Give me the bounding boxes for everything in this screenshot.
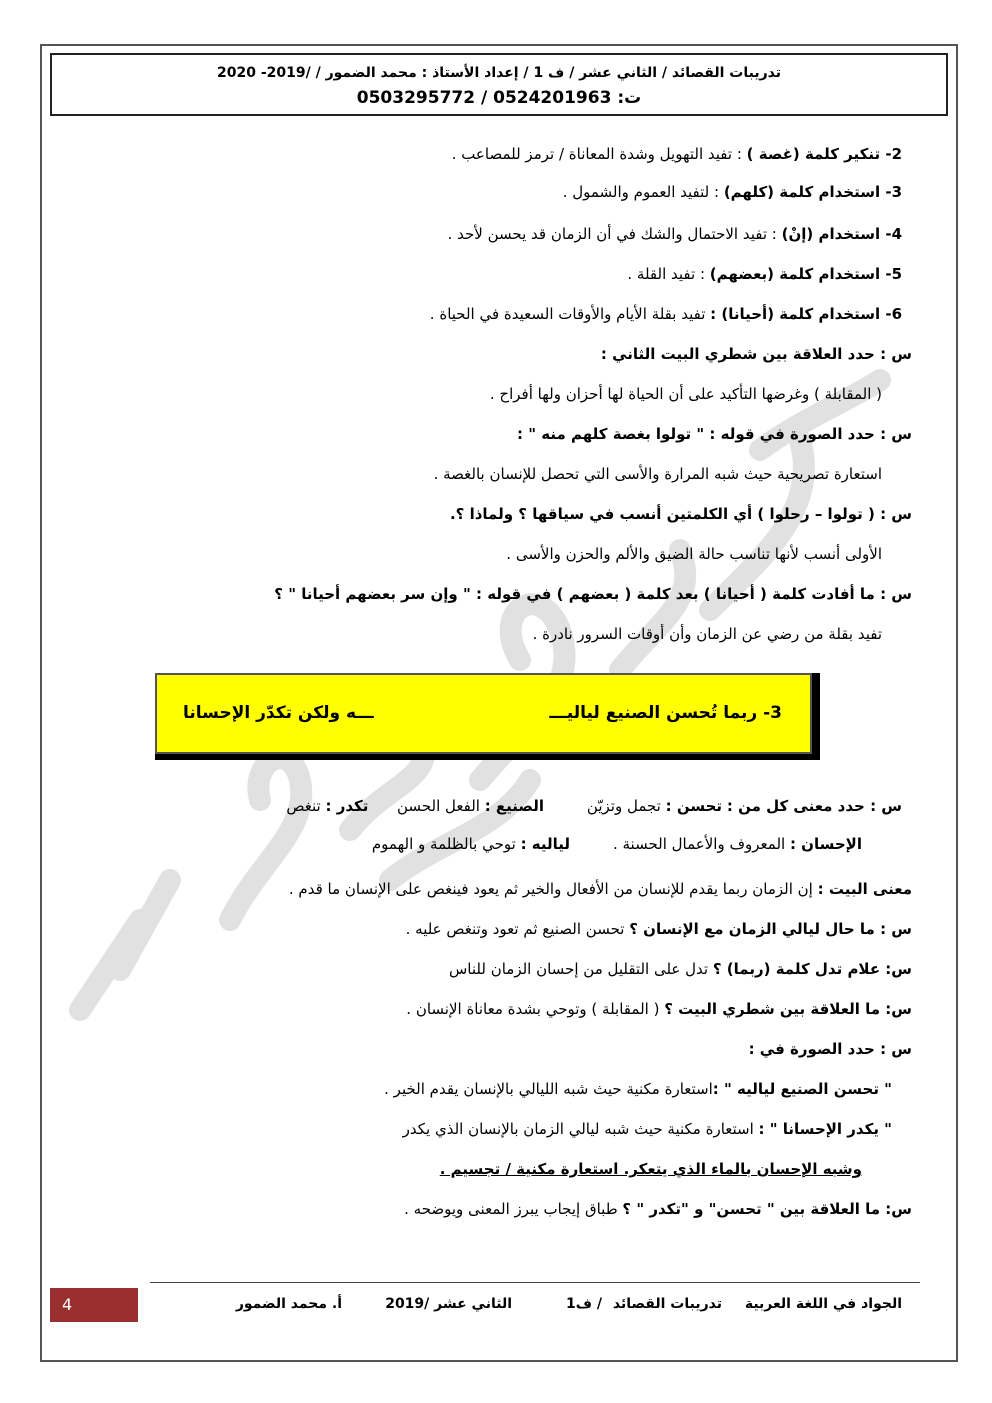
answer-5: تحسن الصنيع ثم تعود وتنغص عليه . <box>405 920 630 938</box>
item-3-text: : لتفيد العموم والشمول . <box>562 183 724 201</box>
question-2 <box>517 425 912 443</box>
header-title: تدريبات القصائد / الثاني عشر / ف 1 / إعداد الأستاذ : محمد الضمور / /2019- 2020 <box>216 65 781 81</box>
item-6 <box>430 305 902 323</box>
item-5 <box>627 265 902 283</box>
image-2 <box>403 1120 892 1138</box>
footer-author: أ. محمد الضمور <box>235 1296 342 1312</box>
question-2-text: س : حدد الصورة في قوله : " تولوا بغصة كلهم منه " : <box>517 425 912 443</box>
item-3-label: 3- استخدام كلمة (كلهم) <box>723 183 902 201</box>
meaning-1-word: تحسن : <box>665 797 723 815</box>
question-4 <box>274 585 912 603</box>
question-3-text: س : ( تولوا – رحلوا ) أي الكلمتين أنسب في سياقها ؟ ولماذا ؟. <box>449 505 912 523</box>
question-4-text: س : ما أفادت كلمة ( أحيانا ) بعد كلمة ( بعضهم ) في قوله : " وإن سر بعضهم أحيانا " ؟ <box>274 585 912 603</box>
item-5-label: 5- استخدام كلمة (بعضهم) <box>709 265 902 283</box>
image-1 <box>384 1080 892 1098</box>
question-9 <box>404 1200 912 1218</box>
meaning-4: المعروف والأعمال الحسنة . <box>612 835 790 853</box>
question-8-text: س : حدد الصورة في : <box>748 1040 912 1058</box>
page-number-badge <box>50 1288 138 1322</box>
item-6-text: تفيد بقلة الأيام والأوقات السعيدة في الحياة . <box>429 305 711 323</box>
image-1-label: " تحسن الصنيع لياليه " : <box>712 1080 892 1098</box>
answer-3: الأولى أنسب لأنها تناسب حالة الضيق والألم والحزن والأسى . <box>506 545 882 563</box>
answer-2: استعارة تصريحية حيث شبه المرارة والأسى التي تحصل للإنسان بالغصة . <box>433 465 882 483</box>
page-number: 4 <box>62 1295 73 1314</box>
question-1-text: س : حدد العلاقة بين شطري البيت الثاني : <box>600 345 912 363</box>
meanings-row-1 <box>286 797 902 815</box>
meanings-question: س : حدد معنى كل من : <box>726 797 902 815</box>
footer-term: / ف1 <box>566 1296 602 1312</box>
image-2-text: استعارة مكنية حيث شبه ليالي الزمان بالإنسان الذي يكدر <box>402 1120 759 1138</box>
image-1-text: استعارة مكنية حيث شبه الليالي بالإنسان يقدم الخير . <box>384 1080 713 1098</box>
footer-grade: الثاني عشر /2019 <box>385 1296 512 1312</box>
item-4 <box>448 225 902 243</box>
meaning-2: الفعل الحسن <box>397 797 485 815</box>
answer-7: ( المقابلة ) وتوحي بشدة معاناة الإنسان . <box>406 1000 665 1018</box>
question-5-text: س : ما حال ليالي الزمان مع الإنسان ؟ <box>629 920 912 938</box>
footer-divider <box>150 1282 920 1283</box>
image-3-text: وشبه الإحسان بالماء الذي يتعكر. استعارة مكنية / تجسيم . <box>439 1160 862 1178</box>
question-3 <box>450 505 912 523</box>
verse-second-hemistich: ـــه ولكن تكدّر الإحسانا <box>183 703 374 723</box>
question-5 <box>406 920 912 938</box>
answer-1: ( المقابلة ) وغرضها التأكيد على أن الحياة لها أحزان ولها أفراح . <box>489 385 882 403</box>
item-2 <box>452 145 902 163</box>
item-3 <box>563 183 902 201</box>
item-5-text: : تفيد القلة . <box>627 265 710 283</box>
footer-title: تدريبات القصائد <box>612 1296 722 1312</box>
header-box <box>50 53 948 116</box>
meaning-5: توحي بالظلمة و الهموم <box>371 835 521 853</box>
verse-box <box>155 673 820 760</box>
meanings-row-2 <box>372 835 862 853</box>
image-2-label: " يكدر الإحسانا " : <box>758 1120 892 1138</box>
item-4-text: : تفيد الاحتمال والشك في أن الزمان قد يحسن لأحد . <box>447 225 782 243</box>
verse-inner <box>155 673 812 754</box>
verse-meaning-text: إن الزمان ربما يقدم للإنسان من الأفعال والخير ثم يعود فينغص على الإنسان ما قدم . <box>288 880 818 898</box>
footer-subject: الجواد في اللغة العربية <box>744 1296 902 1312</box>
verse-first-hemistich: 3- ربما تُحسن الصنيع لياليـــ <box>549 703 782 723</box>
question-6 <box>449 960 912 978</box>
answer-9: طباق إيجاب يبرز المعنى ويوضحه . <box>404 1200 623 1218</box>
question-6-text: س: علام تدل كلمة (ربما) ؟ <box>712 960 912 978</box>
question-8 <box>749 1040 912 1058</box>
answer-4: تفيد بقلة من رضي عن الزمان وأن أوقات السرور نادرة . <box>532 625 882 643</box>
question-7-text: س: ما العلاقة بين شطري البيت ؟ <box>664 1000 912 1018</box>
verse-meaning <box>289 880 912 898</box>
question-9-text: س: ما العلاقة بين " تحسن" و "تكدر " ؟ <box>622 1200 912 1218</box>
item-2-text: : تفيد التهويل وشدة المعاناة / ترمز للمصاعب . <box>451 145 747 163</box>
meaning-3-word: تكدر : <box>325 797 369 815</box>
meaning-3: تنغص <box>286 797 326 815</box>
question-1 <box>601 345 912 363</box>
item-2-label: 2- تنكير كلمة (غصة ) <box>746 145 902 163</box>
image-3 <box>440 1160 862 1178</box>
header-phones: ت: 0524201963 / 0503295772 <box>356 88 642 108</box>
verse-meaning-label: معنى البيت : <box>817 880 912 898</box>
item-6-label: 6- استخدام كلمة (أحيانا) : <box>710 305 902 323</box>
item-4-label: 4- استخدام (إنْ) <box>781 225 902 243</box>
question-7 <box>406 1000 912 1018</box>
meaning-4-word: الإحسان : <box>789 835 862 853</box>
answer-6: تدل على التقليل من إحسان الزمان للناس <box>448 960 713 978</box>
meaning-5-word: لياليه : <box>520 835 571 853</box>
meaning-1: تجمل وتزيّن <box>586 797 666 815</box>
meaning-2-word: الصنيع : <box>484 797 544 815</box>
